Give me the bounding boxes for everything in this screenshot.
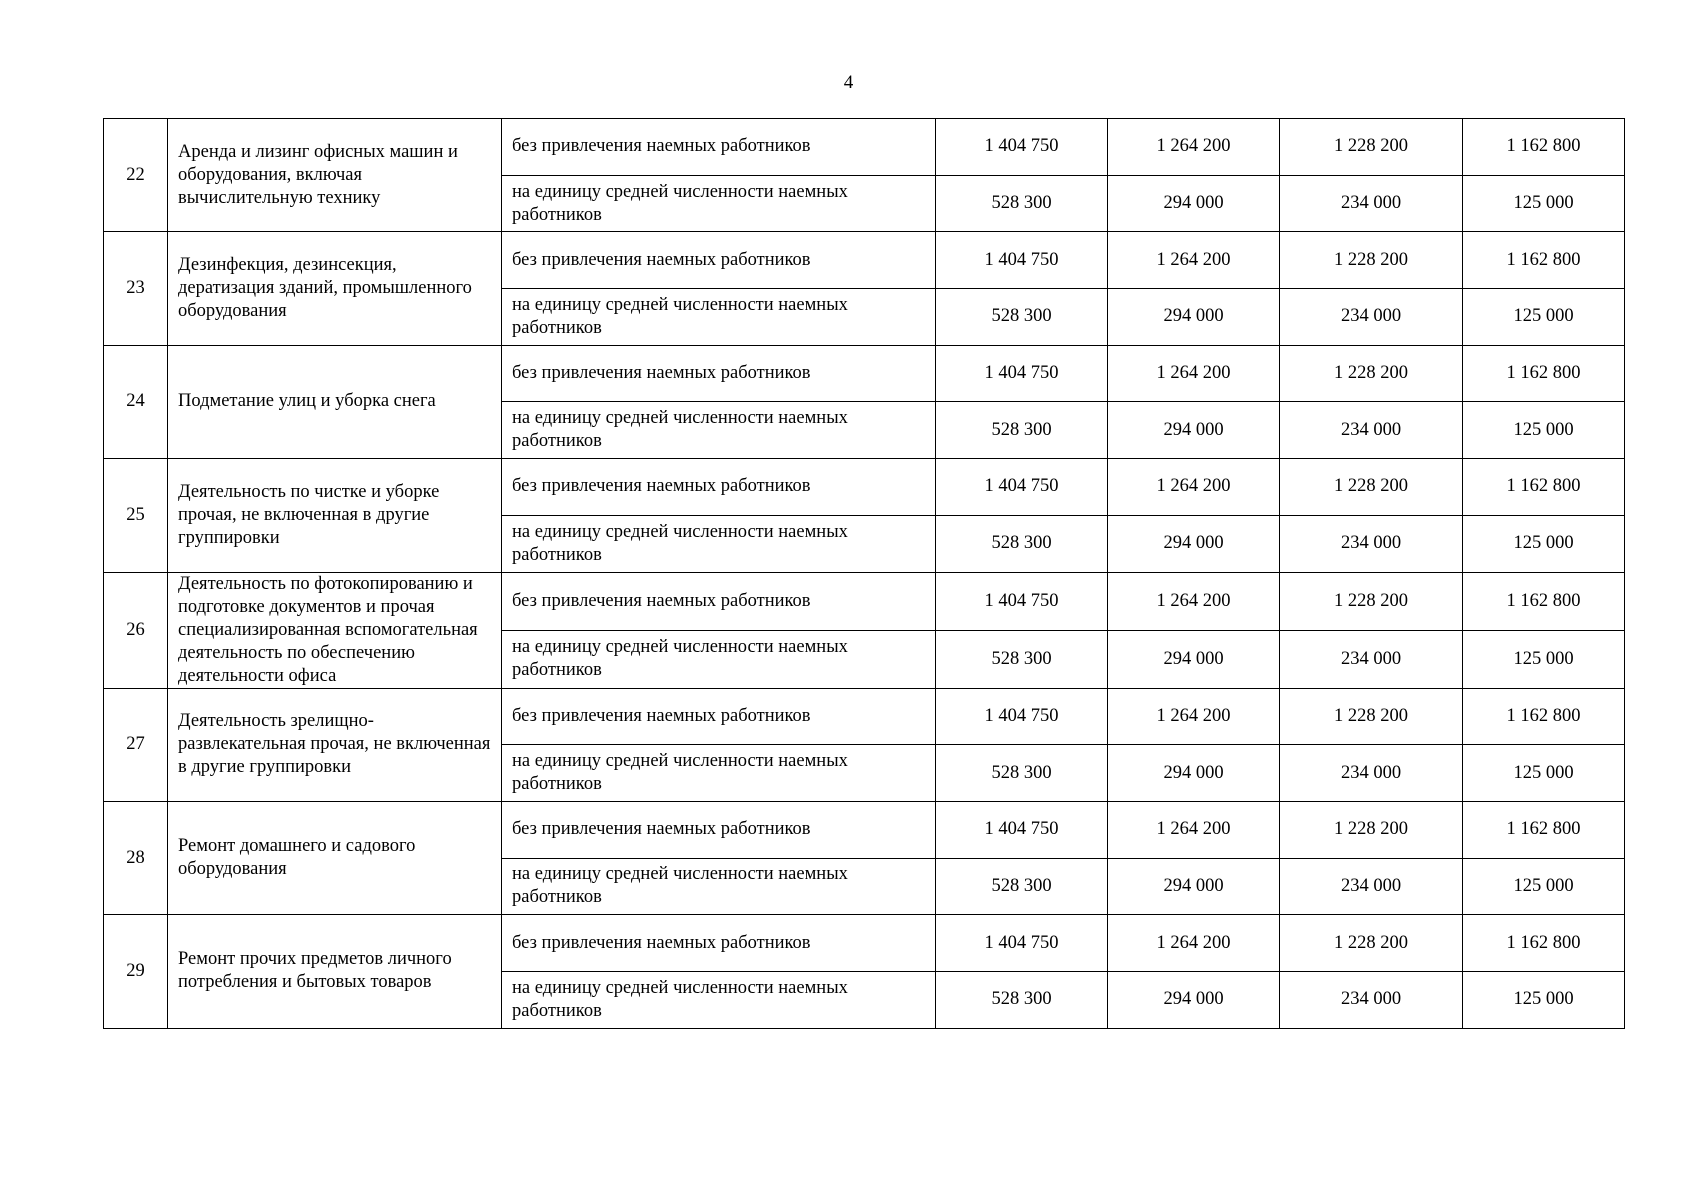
table-row [104,345,1625,402]
tax-rate-table [103,118,1625,1029]
table-row [104,915,1625,972]
amount-cell: 234 000 [1280,858,1463,915]
amount-cell: 294 000 [1108,630,1280,688]
amount-cell: 125 000 [1463,515,1625,572]
table-row [104,119,1625,176]
amount-cell: 294 000 [1108,971,1280,1028]
amount-cell: 294 000 [1108,515,1280,572]
amount-cell: 125 000 [1463,175,1625,232]
employment-mode: на единицу средней численности наемных работников [502,402,936,459]
amount-cell: 1 228 200 [1280,801,1463,858]
employment-mode: на единицу средней численности наемных работников [502,175,936,232]
amount-cell: 1 228 200 [1280,688,1463,745]
table-row [104,459,1625,516]
amount-cell: 528 300 [936,175,1108,232]
page-number: 4 [843,72,854,93]
amount-cell: 234 000 [1280,971,1463,1028]
amount-cell: 1 264 200 [1108,345,1280,402]
row-number: 29 [104,915,168,1028]
amount-cell: 1 404 750 [936,572,1108,630]
amount-cell: 125 000 [1463,745,1625,802]
employment-mode: на единицу средней численности наемных работников [502,630,936,688]
amount-cell: 528 300 [936,289,1108,346]
row-number: 22 [104,119,168,232]
employment-mode: без привлечения наемных работников [502,915,936,972]
amount-cell: 1 404 750 [936,801,1108,858]
amount-cell: 294 000 [1108,858,1280,915]
amount-cell: 1 404 750 [936,119,1108,176]
amount-cell: 528 300 [936,402,1108,459]
amount-cell: 1 404 750 [936,688,1108,745]
employment-mode: на единицу средней численности наемных работников [502,515,936,572]
amount-cell: 1 404 750 [936,459,1108,516]
amount-cell: 1 228 200 [1280,119,1463,176]
activity-name: Деятельность по чистке и уборке прочая, не включенная в другие группировки [168,459,502,572]
row-number: 27 [104,688,168,801]
row-number: 23 [104,232,168,345]
amount-cell: 1 162 800 [1463,345,1625,402]
row-number: 25 [104,459,168,572]
employment-mode: на единицу средней численности наемных работников [502,858,936,915]
amount-cell: 1 404 750 [936,232,1108,289]
amount-cell: 528 300 [936,745,1108,802]
amount-cell: 234 000 [1280,175,1463,232]
amount-cell: 1 264 200 [1108,232,1280,289]
table-row [104,688,1625,745]
amount-cell: 1 228 200 [1280,915,1463,972]
amount-cell: 1 264 200 [1108,915,1280,972]
amount-cell: 125 000 [1463,402,1625,459]
amount-cell: 294 000 [1108,289,1280,346]
activity-name: Ремонт прочих предметов личного потребления и бытовых товаров [168,915,502,1028]
amount-cell: 1 162 800 [1463,801,1625,858]
employment-mode: на единицу средней численности наемных работников [502,745,936,802]
activity-name: Ремонт домашнего и садового оборудования [168,801,502,914]
amount-cell: 1 264 200 [1108,572,1280,630]
amount-cell: 125 000 [1463,858,1625,915]
amount-cell: 1 404 750 [936,345,1108,402]
amount-cell: 1 228 200 [1280,232,1463,289]
amount-cell: 1 264 200 [1108,459,1280,516]
amount-cell: 234 000 [1280,402,1463,459]
amount-cell: 125 000 [1463,289,1625,346]
activity-name: Деятельность зрелищно-развлекательная прочая, не включенная в другие группировки [168,688,502,801]
employment-mode: без привлечения наемных работников [502,119,936,176]
table-row [104,232,1625,289]
amount-cell: 528 300 [936,971,1108,1028]
amount-cell: 1 162 800 [1463,232,1625,289]
row-number: 26 [104,572,168,688]
amount-cell: 1 162 800 [1463,915,1625,972]
amount-cell: 125 000 [1463,630,1625,688]
employment-mode: без привлечения наемных работников [502,688,936,745]
amount-cell: 1 228 200 [1280,572,1463,630]
employment-mode: без привлечения наемных работников [502,459,936,516]
amount-cell: 1 228 200 [1280,345,1463,402]
amount-cell: 1 264 200 [1108,688,1280,745]
employment-mode: без привлечения наемных работников [502,801,936,858]
activity-name: Аренда и лизинг офисных машин и оборудования, включая вычислительную технику [168,119,502,232]
amount-cell: 125 000 [1463,971,1625,1028]
table-body [104,119,1625,1029]
employment-mode: без привлечения наемных работников [502,572,936,630]
amount-cell: 294 000 [1108,402,1280,459]
amount-cell: 1 404 750 [936,915,1108,972]
amount-cell: 1 162 800 [1463,459,1625,516]
amount-cell: 528 300 [936,858,1108,915]
activity-name: Дезинфекция, дезинсекция, дератизация зданий, промышленного оборудования [168,232,502,345]
amount-cell: 234 000 [1280,515,1463,572]
amount-cell: 1 162 800 [1463,119,1625,176]
row-number: 24 [104,345,168,458]
table-row [104,572,1625,630]
employment-mode: на единицу средней численности наемных работников [502,971,936,1028]
row-number: 28 [104,801,168,914]
amount-cell: 294 000 [1108,745,1280,802]
amount-cell: 528 300 [936,630,1108,688]
amount-cell: 234 000 [1280,630,1463,688]
amount-cell: 1 162 800 [1463,572,1625,630]
amount-cell: 234 000 [1280,289,1463,346]
amount-cell: 234 000 [1280,745,1463,802]
amount-cell: 1 228 200 [1280,459,1463,516]
amount-cell: 528 300 [936,515,1108,572]
employment-mode: без привлечения наемных работников [502,232,936,289]
amount-cell: 1 162 800 [1463,688,1625,745]
amount-cell: 294 000 [1108,175,1280,232]
employment-mode: без привлечения наемных работников [502,345,936,402]
activity-name: Подметание улиц и уборка снега [168,345,502,458]
table-row [104,801,1625,858]
activity-name: Деятельность по фотокопированию и подготовке документов и прочая специализированная вспомогательная деятельность по обеспечению деятельности офиса [168,572,502,688]
employment-mode: на единицу средней численности наемных работников [502,289,936,346]
amount-cell: 1 264 200 [1108,119,1280,176]
amount-cell: 1 264 200 [1108,801,1280,858]
